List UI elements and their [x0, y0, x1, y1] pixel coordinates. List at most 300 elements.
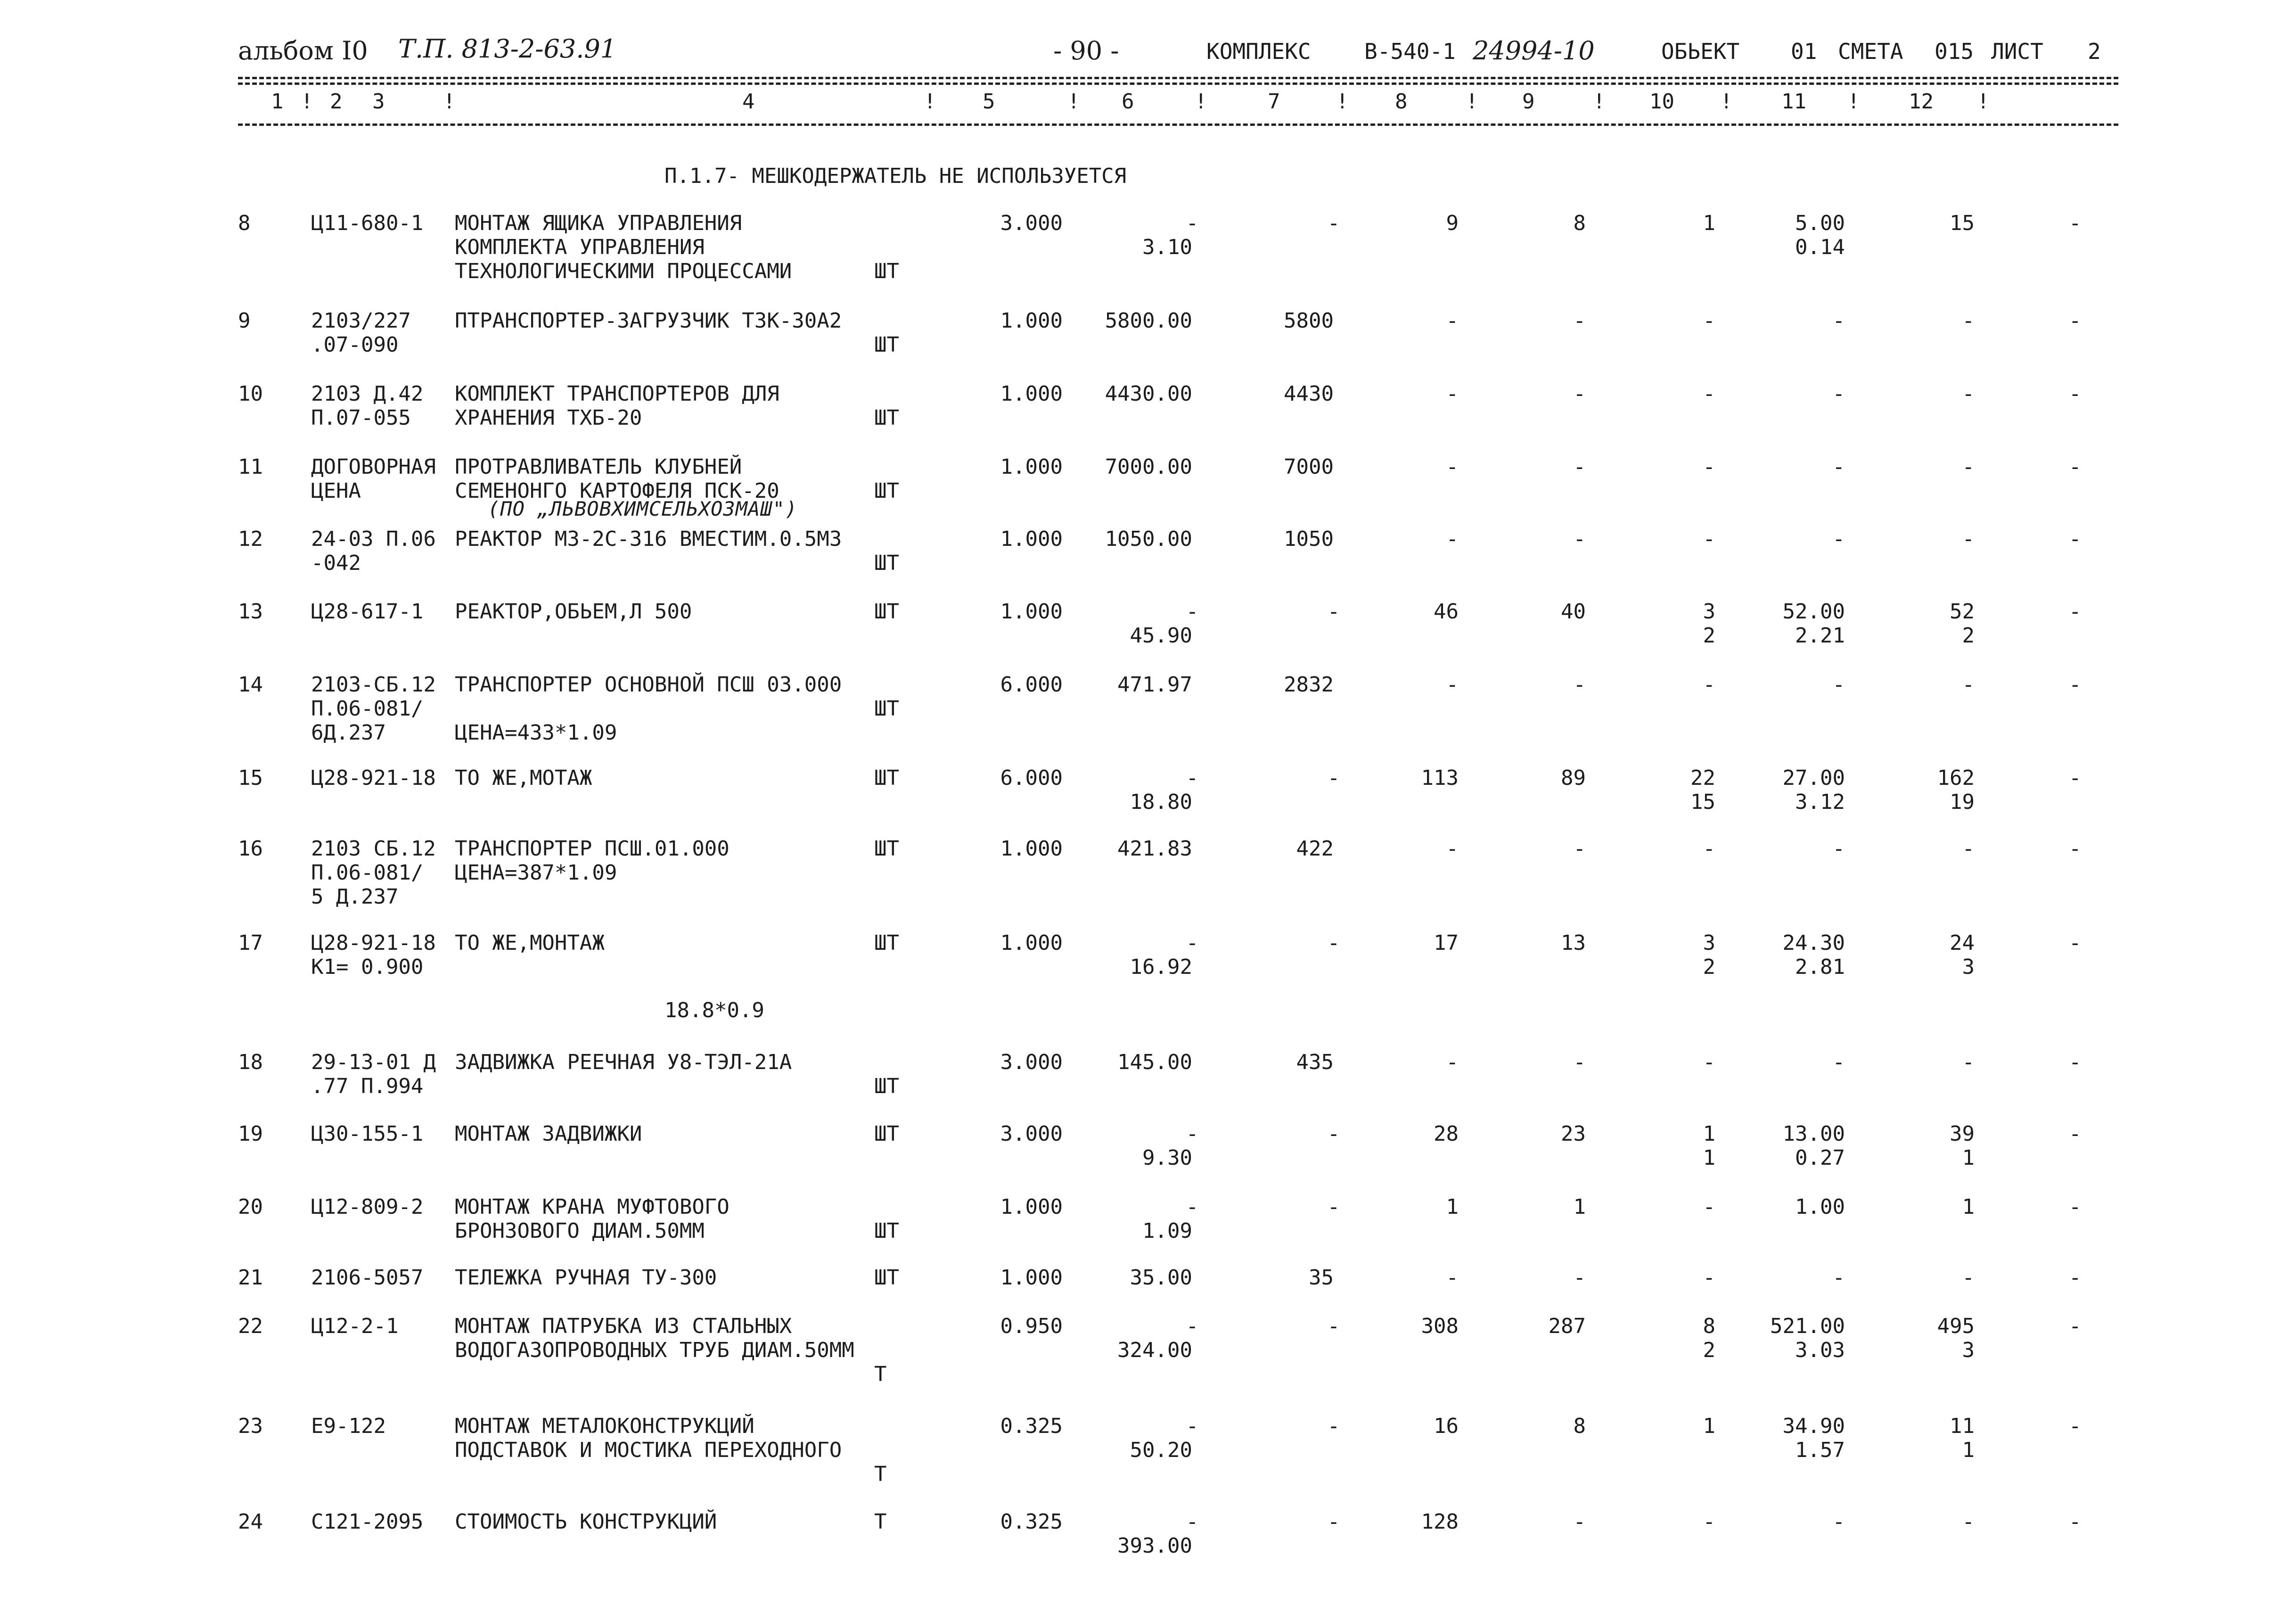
item-description: ТЕЛЕЖКА РУЧНАЯ ТУ-300	[455, 1266, 717, 1290]
item-code: Ц28-921-18	[311, 766, 436, 790]
unit-of-measure: ШТ	[874, 600, 899, 624]
quantity: 0.325	[1000, 1414, 1063, 1438]
formula-note: 18.8*0.9	[664, 998, 764, 1022]
column-10-value: -	[1832, 527, 1845, 551]
column-12-value: -	[2069, 1414, 2082, 1438]
item-code: Ц28-921-18	[311, 931, 436, 955]
column-7-value: -	[1446, 837, 1459, 861]
quantity: 6.000	[1000, 766, 1063, 790]
unit-of-measure: ШТ	[874, 259, 899, 283]
column-10-value: 3.12	[1795, 790, 1845, 814]
unit-of-measure: ШТ	[874, 766, 899, 790]
column-9-value: 8	[1703, 1314, 1715, 1338]
item-code: П.07-055	[311, 406, 411, 430]
column-12-value: -	[2069, 1266, 2082, 1290]
column-8-value: 287	[1548, 1314, 1586, 1338]
column-8-value: -	[1573, 455, 1586, 479]
column-9-value: -	[1703, 1266, 1715, 1290]
column-10-value: 24.30	[1782, 931, 1845, 955]
column-8-value: 89	[1561, 766, 1586, 790]
column-10-value: 52.00	[1782, 600, 1845, 624]
item-description: КОМПЛЕКТА УПРАВЛЕНИЯ	[455, 235, 705, 259]
row-number: 18	[238, 1050, 263, 1074]
column-10-value: -	[1832, 455, 1845, 479]
sheet-label: ЛИСТ	[1991, 39, 2043, 64]
column-8-value: -	[1573, 1510, 1586, 1534]
item-code: 5 Д.237	[311, 885, 399, 909]
row-number: 24	[238, 1510, 263, 1534]
item-code: С121-2095	[311, 1510, 424, 1534]
complex-handwritten-code: 24994-10	[1473, 36, 1595, 66]
item-description: БРОНЗОВОГО ДИАМ.50ММ	[455, 1219, 705, 1243]
column-separator: !	[1593, 90, 1606, 114]
column-9-value: 3	[1703, 931, 1715, 955]
column-9-value: 15	[1690, 790, 1715, 814]
row-number: 12	[238, 527, 263, 551]
column-10-value: -	[1832, 1266, 1845, 1290]
column-9-value: -	[1703, 1195, 1715, 1219]
unit-of-measure: ШТ	[874, 837, 899, 861]
item-code: 2103-СБ.12	[311, 673, 436, 697]
quantity: 1.000	[1000, 931, 1063, 955]
column-number: 8	[1395, 90, 1408, 114]
item-code: 2103/227	[311, 309, 411, 333]
estimate-label: СМЕТА	[1838, 39, 1903, 64]
column-10-value: 2.81	[1795, 955, 1845, 979]
column-10-value: -	[1832, 309, 1845, 333]
item-description: РЕАКТОР,ОБЬЕМ,Л 500	[455, 600, 692, 624]
section-note: П.1.7- МЕШКОДЕРЖАТЕЛЬ НЕ ИСПОЛЬЗУЕТСЯ	[664, 164, 1127, 188]
item-description: МОНТАЖ КРАНА МУФТОВОГО	[455, 1195, 730, 1219]
column-9-value: 2	[1703, 624, 1715, 648]
unit-of-measure: ШТ	[874, 479, 899, 503]
column-12-value: -	[2069, 1122, 2082, 1146]
column-9-value: -	[1703, 1050, 1715, 1074]
column-12-value: -	[2069, 1510, 2082, 1534]
column-12-value: -	[2069, 309, 2082, 333]
equipment-cost: -	[1327, 1122, 1340, 1146]
row-number: 19	[238, 1122, 263, 1146]
column-7-value: 16	[1434, 1414, 1459, 1438]
column-9-value: -	[1703, 455, 1715, 479]
column-12-value: -	[2069, 455, 2082, 479]
item-code: Ц28-617-1	[311, 600, 424, 624]
column-10-value: 3.03	[1795, 1338, 1845, 1362]
item-description: ТЕХНОЛОГИЧЕСКИМИ ПРОЦЕССАМИ	[455, 259, 792, 283]
column-8-value: 1	[1573, 1195, 1586, 1219]
equipment-cost: 435	[1296, 1050, 1334, 1074]
column-9-value: 1	[1703, 1414, 1715, 1438]
item-code: Ц11-680-1	[311, 211, 424, 235]
column-number: 2	[330, 90, 343, 114]
column-12-value: -	[2069, 931, 2082, 955]
object-label: ОБЬЕКТ	[1661, 39, 1740, 64]
item-code: .77 П.994	[311, 1074, 424, 1098]
column-9-value: -	[1703, 527, 1715, 551]
column-9-value: 1	[1703, 211, 1715, 235]
row-number: 16	[238, 837, 263, 861]
column-7-value: 128	[1421, 1510, 1459, 1534]
equipment-cost: -	[1327, 766, 1340, 790]
object-number: 01	[1791, 39, 1817, 64]
column-9-value: -	[1703, 673, 1715, 697]
item-description: ЦЕНА=433*1.09	[455, 721, 617, 745]
item-code: К1= 0.900	[311, 955, 424, 979]
column-number: 5	[983, 90, 995, 114]
column-10-value: -	[1832, 837, 1845, 861]
quantity: 3.000	[1000, 1122, 1063, 1146]
column-8-value: 8	[1573, 211, 1586, 235]
row-number: 9	[238, 309, 251, 333]
column-11-value: -	[1962, 673, 1975, 697]
item-code: Ц12-809-2	[311, 1195, 424, 1219]
column-8-value: -	[1573, 1050, 1586, 1074]
column-number: 10	[1649, 90, 1674, 114]
column-7-value: -	[1446, 673, 1459, 697]
column-7-value: -	[1446, 455, 1459, 479]
column-12-value: -	[2069, 673, 2082, 697]
item-code: 2103 Д.42	[311, 382, 424, 406]
unit-cost: 1.09	[1142, 1219, 1192, 1243]
column-number: 12	[1909, 90, 1934, 114]
unit-cost: 4430.00	[1105, 382, 1192, 406]
unit-cost: 45.90	[1130, 624, 1192, 648]
row-number: 17	[238, 931, 263, 955]
column-number: 3	[372, 90, 385, 114]
column-11-value: 495	[1937, 1314, 1975, 1338]
item-code: Ц12-2-1	[311, 1314, 399, 1338]
unit-cost: -	[1186, 600, 1199, 624]
column-7-value: 17	[1434, 931, 1459, 955]
column-8-value: -	[1573, 837, 1586, 861]
column-11-value: 162	[1937, 766, 1975, 790]
unit-of-measure: ШТ	[874, 1074, 899, 1098]
estimate-number: 015	[1935, 39, 1974, 64]
unit-cost: -	[1186, 1314, 1199, 1338]
column-11-value: 39	[1950, 1122, 1975, 1146]
column-11-value: 3	[1962, 1338, 1975, 1362]
unit-of-measure: ШТ	[874, 931, 899, 955]
column-8-value: -	[1573, 527, 1586, 551]
unit-of-measure: Т	[874, 1510, 887, 1534]
item-code: ЦЕНА	[311, 479, 361, 503]
item-code: 6Д.237	[311, 721, 386, 745]
equipment-cost: 35	[1309, 1266, 1334, 1290]
column-7-value: -	[1446, 309, 1459, 333]
row-number: 21	[238, 1266, 263, 1290]
equipment-cost: -	[1327, 1314, 1340, 1338]
album-label: альбом I0	[238, 36, 368, 66]
column-12-value: -	[2069, 382, 2082, 406]
column-11-value: 1	[1962, 1146, 1975, 1170]
unit-cost: 35.00	[1130, 1266, 1192, 1290]
unit-of-measure: Т	[874, 1362, 887, 1386]
unit-cost: -	[1186, 1122, 1199, 1146]
item-description: СЕМЕНОНГО КАРТОФЕЛЯ ПСК-20	[455, 479, 779, 503]
sheet-number: 2	[2088, 39, 2101, 64]
item-description: МОНТАЖ ПАТРУБКА ИЗ СТАЛЬНЫХ	[455, 1314, 792, 1338]
column-9-value: 1	[1703, 1122, 1715, 1146]
item-description: ЦЕНА=387*1.09	[455, 861, 617, 885]
project-code: Т.П. 813-2-63.91	[398, 34, 617, 64]
column-separator: !	[1720, 90, 1733, 114]
top-dashed-rule	[238, 77, 2118, 79]
column-9-value: 3	[1703, 600, 1715, 624]
row-number: 20	[238, 1195, 263, 1219]
item-description: ХРАНЕНИЯ ТХБ-20	[455, 406, 642, 430]
unit-cost: -	[1186, 931, 1199, 955]
column-9-value: -	[1703, 1510, 1715, 1534]
equipment-cost: 4430	[1284, 382, 1334, 406]
item-description: КОМПЛЕКТ ТРАНСПОРТЕРОВ ДЛЯ	[455, 382, 779, 406]
quantity: 6.000	[1000, 673, 1063, 697]
column-10-value: -	[1832, 382, 1845, 406]
quantity: 1.000	[1000, 527, 1063, 551]
column-11-value: 1	[1962, 1195, 1975, 1219]
complex-code: В-540-1	[1364, 39, 1456, 64]
column-11-value: -	[1962, 1510, 1975, 1534]
column-separator: !	[1466, 90, 1478, 114]
column-12-value: -	[2069, 211, 2082, 235]
column-10-value: 0.27	[1795, 1146, 1845, 1170]
quantity: 1.000	[1000, 382, 1063, 406]
column-separator: !	[1336, 90, 1349, 114]
quantity: 0.950	[1000, 1314, 1063, 1338]
column-11-value: -	[1962, 837, 1975, 861]
column-10-value: 13.00	[1782, 1122, 1845, 1146]
column-9-value: 1	[1703, 1146, 1715, 1170]
unit-cost: 18.80	[1130, 790, 1192, 814]
column-7-value: 28	[1434, 1122, 1459, 1146]
unit-cost: 3.10	[1142, 235, 1192, 259]
column-number: 7	[1268, 90, 1280, 114]
item-code: 2106-5057	[311, 1266, 424, 1290]
column-number: 9	[1522, 90, 1535, 114]
column-9-value: -	[1703, 382, 1715, 406]
unit-cost: 471.97	[1117, 673, 1192, 697]
row-number: 23	[238, 1414, 263, 1438]
equipment-cost: -	[1327, 931, 1340, 955]
column-10-value: 34.90	[1782, 1414, 1845, 1438]
unit-of-measure: ШТ	[874, 1122, 899, 1146]
unit-cost: -	[1186, 1414, 1199, 1438]
unit-cost: 145.00	[1117, 1050, 1192, 1074]
quantity: 1.000	[1000, 600, 1063, 624]
column-7-value: -	[1446, 527, 1459, 551]
equipment-cost: 2832	[1284, 673, 1334, 697]
unit-of-measure: ШТ	[874, 406, 899, 430]
equipment-cost: -	[1327, 1510, 1340, 1534]
column-7-value: -	[1446, 382, 1459, 406]
item-code: П.06-081/	[311, 697, 424, 721]
quantity: 1.000	[1000, 837, 1063, 861]
quantity: 3.000	[1000, 1050, 1063, 1074]
column-10-value: -	[1832, 1050, 1845, 1074]
column-11-value: -	[1962, 309, 1975, 333]
quantity: 1.000	[1000, 309, 1063, 333]
equipment-cost: -	[1327, 1414, 1340, 1438]
item-description: МОНТАЖ МЕТАЛОКОНСТРУКЦИЙ	[455, 1414, 754, 1438]
unit-cost: 7000.00	[1105, 455, 1192, 479]
column-number-rule	[238, 123, 2118, 126]
column-separator: !	[1847, 90, 1860, 114]
column-11-value: 24	[1950, 931, 1975, 955]
column-separator: !	[443, 90, 456, 114]
equipment-cost: -	[1327, 1195, 1340, 1219]
column-8-value: -	[1573, 1266, 1586, 1290]
column-12-value: -	[2069, 1195, 2082, 1219]
column-7-value: 308	[1421, 1314, 1459, 1338]
unit-cost: 1050.00	[1105, 527, 1192, 551]
column-11-value: -	[1962, 527, 1975, 551]
column-11-value: 52	[1950, 600, 1975, 624]
unit-cost: 324.00	[1117, 1338, 1192, 1362]
column-11-value: 19	[1950, 790, 1975, 814]
item-description: СТОИМОСТЬ КОНСТРУКЦИЙ	[455, 1510, 717, 1534]
column-8-value: 8	[1573, 1414, 1586, 1438]
column-7-value: -	[1446, 1050, 1459, 1074]
column-10-value: 2.21	[1795, 624, 1845, 648]
column-11-value: 1	[1962, 1438, 1975, 1462]
column-10-value: -	[1832, 1510, 1845, 1534]
unit-cost: 9.30	[1142, 1146, 1192, 1170]
unit-cost: 393.00	[1117, 1534, 1192, 1558]
column-11-value: -	[1962, 1050, 1975, 1074]
column-10-value: 1.57	[1795, 1438, 1845, 1462]
item-code: -042	[311, 551, 361, 575]
quantity: 1.000	[1000, 1266, 1063, 1290]
column-10-value: 0.14	[1795, 235, 1845, 259]
unit-cost: 16.92	[1130, 955, 1192, 979]
row-number: 15	[238, 766, 263, 790]
item-description: ПРОТРАВЛИВАТЕЛЬ КЛУБНЕЙ	[455, 455, 742, 479]
column-8-value: -	[1573, 309, 1586, 333]
column-8-value: -	[1573, 673, 1586, 697]
row-number: 13	[238, 600, 263, 624]
quantity: 0.325	[1000, 1510, 1063, 1534]
column-11-value: 15	[1950, 211, 1975, 235]
manufacturer-note: (ПО „ЛЬВОВХИМСЕЛЬХОЗМАШ")	[488, 497, 798, 520]
column-number: 4	[742, 90, 755, 114]
column-10-value: 521.00	[1770, 1314, 1845, 1338]
column-8-value: -	[1573, 382, 1586, 406]
column-11-value: -	[1962, 455, 1975, 479]
unit-cost: -	[1186, 1510, 1199, 1534]
item-code: 29-13-01 Д	[311, 1050, 436, 1074]
equipment-cost: -	[1327, 600, 1340, 624]
row-number: 8	[238, 211, 251, 235]
row-number: 14	[238, 673, 263, 697]
column-9-value: 2	[1703, 1338, 1715, 1362]
unit-of-measure: ШТ	[874, 697, 899, 721]
column-number: 6	[1122, 90, 1134, 114]
equipment-cost: 5800	[1284, 309, 1334, 333]
column-9-value: 2	[1703, 955, 1715, 979]
item-description: ТО ЖЕ,МОНТАЖ	[455, 931, 605, 955]
quantity: 1.000	[1000, 1195, 1063, 1219]
unit-of-measure: Т	[874, 1462, 887, 1486]
column-separator: !	[1977, 90, 1990, 114]
column-number: 11	[1781, 90, 1806, 114]
item-description: РЕАКТОР МЗ-2С-316 ВМЕСТИМ.0.5М3	[455, 527, 842, 551]
item-description: МОНТАЖ ЯЩИКА УПРАВЛЕНИЯ	[455, 211, 742, 235]
column-7-value: 46	[1434, 600, 1459, 624]
quantity: 3.000	[1000, 211, 1063, 235]
column-12-value: -	[2069, 1050, 2082, 1074]
item-description: ПТРАНСПОРТЕР-ЗАГРУЗЧИК ТЗК-30А2	[455, 309, 842, 333]
item-description: ТРАНСПОРТЕР ПСШ.01.000	[455, 837, 730, 861]
column-8-value: 23	[1561, 1122, 1586, 1146]
item-code: П.06-081/	[311, 861, 424, 885]
unit-cost: -	[1186, 1195, 1199, 1219]
column-10-value: 5.00	[1795, 211, 1845, 235]
page-number: - 90 -	[1053, 36, 1119, 66]
item-code: ДОГОВОРНАЯ	[311, 455, 436, 479]
item-code: 24-03 П.06	[311, 527, 436, 551]
column-11-value: -	[1962, 1266, 1975, 1290]
unit-cost: 50.20	[1130, 1438, 1192, 1462]
complex-label: КОМПЛЕКС	[1206, 39, 1311, 64]
column-9-value: -	[1703, 309, 1715, 333]
column-8-value: 13	[1561, 931, 1586, 955]
column-12-value: -	[2069, 600, 2082, 624]
item-code: 2103 СБ.12	[311, 837, 436, 861]
quantity: 1.000	[1000, 455, 1063, 479]
column-12-value: -	[2069, 1314, 2082, 1338]
unit-of-measure: ШТ	[874, 1266, 899, 1290]
unit-of-measure: ШТ	[874, 333, 899, 357]
top-dashed-rule-2	[238, 82, 2118, 85]
unit-cost: 421.83	[1117, 837, 1192, 861]
item-description: ТО ЖЕ,МОТАЖ	[455, 766, 592, 790]
column-11-value: 11	[1950, 1414, 1975, 1438]
item-description: ЗАДВИЖКА РЕЕЧНАЯ У8-ТЭЛ-21А	[455, 1050, 792, 1074]
column-10-value: 1.00	[1795, 1195, 1845, 1219]
unit-cost: -	[1186, 211, 1199, 235]
column-11-value: 2	[1962, 624, 1975, 648]
item-code: Ц30-155-1	[311, 1122, 424, 1146]
column-7-value: 1	[1446, 1195, 1459, 1219]
item-code: .07-090	[311, 333, 399, 357]
column-12-value: -	[2069, 766, 2082, 790]
column-9-value: 22	[1690, 766, 1715, 790]
item-code: Е9-122	[311, 1414, 386, 1438]
row-number: 11	[238, 455, 263, 479]
column-11-value: -	[1962, 382, 1975, 406]
equipment-cost: 422	[1296, 837, 1334, 861]
item-description: ПОДСТАВОК И МОСТИКА ПЕРЕХОДНОГО	[455, 1438, 842, 1462]
column-7-value: -	[1446, 1266, 1459, 1290]
column-10-value: 27.00	[1782, 766, 1845, 790]
equipment-cost: 1050	[1284, 527, 1334, 551]
column-separator: !	[1195, 90, 1207, 114]
unit-of-measure: ШТ	[874, 551, 899, 575]
column-separator: !	[1067, 90, 1080, 114]
column-12-value: -	[2069, 527, 2082, 551]
column-separator: !	[301, 90, 313, 114]
equipment-cost: -	[1327, 211, 1340, 235]
column-number: 1	[271, 90, 284, 114]
item-description: МОНТАЖ ЗАДВИЖКИ	[455, 1122, 642, 1146]
unit-cost: 5800.00	[1105, 309, 1192, 333]
column-9-value: -	[1703, 837, 1715, 861]
equipment-cost: 7000	[1284, 455, 1334, 479]
column-12-value: -	[2069, 837, 2082, 861]
item-description: ВОДОГАЗОПРОВОДНЫХ ТРУБ ДИАМ.50ММ	[455, 1338, 854, 1362]
unit-cost: -	[1186, 766, 1199, 790]
column-11-value: 3	[1962, 955, 1975, 979]
column-number-row	[0, 90, 2296, 118]
